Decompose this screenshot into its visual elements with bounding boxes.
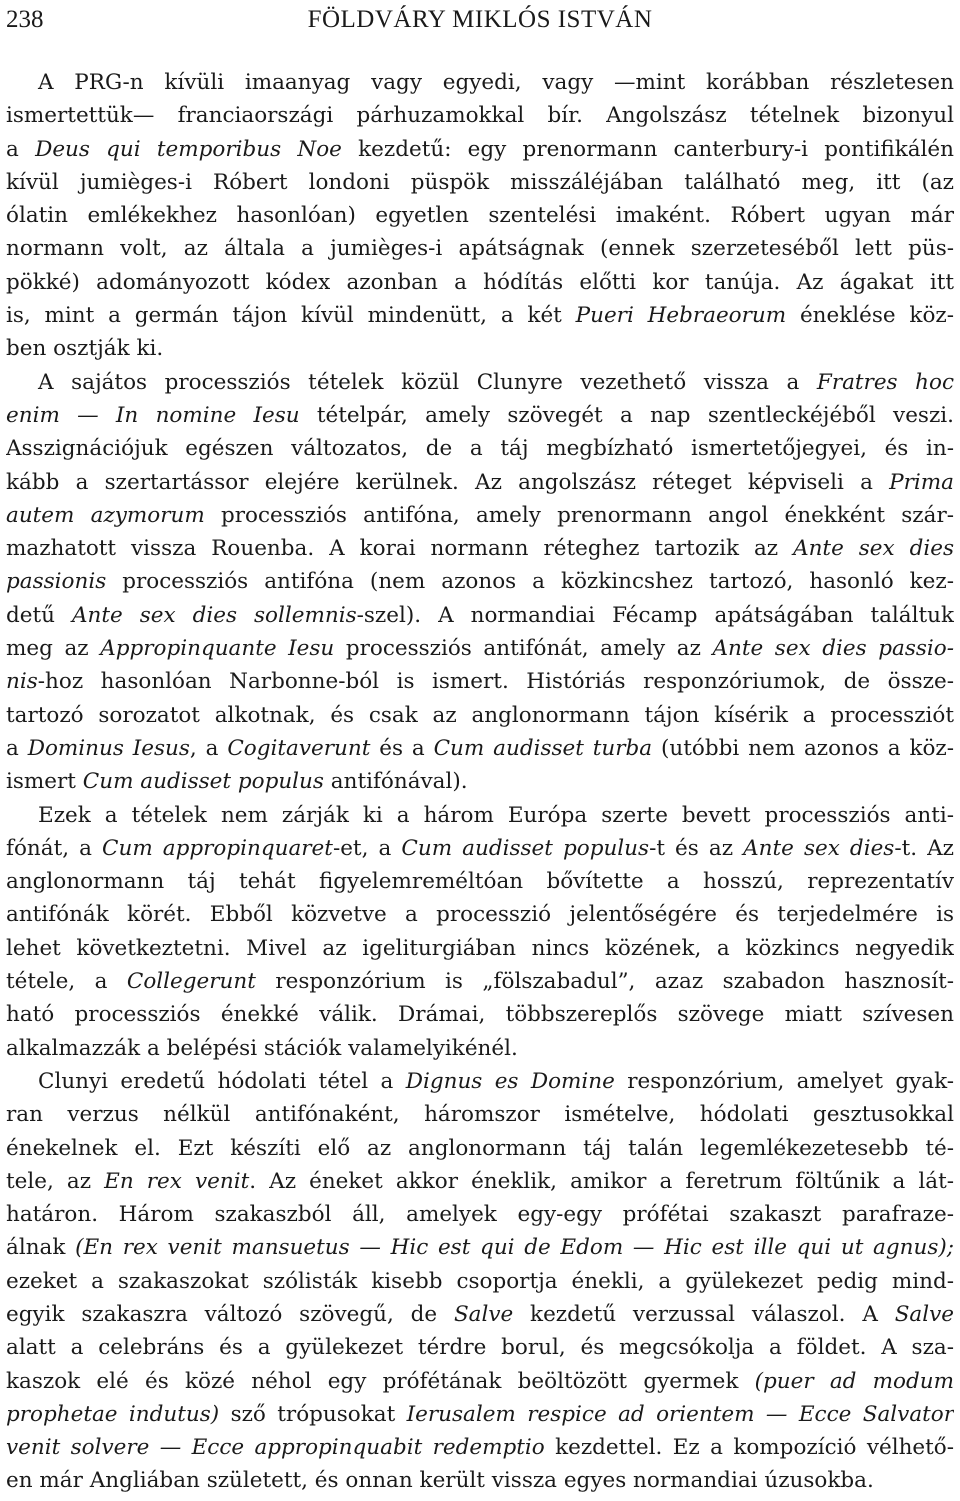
text-line [6, 133, 954, 166]
text-run: álnak [6, 1235, 76, 1261]
text-run: . Az éneket akkor éneklik, amikor a feretrum föltűnik a lát- [249, 1168, 954, 1194]
text-run: énekelnek el. Ezt készíti elő az anglonormann táj talán legemlékezetesebb té- [6, 1135, 954, 1161]
text-line [6, 1198, 954, 1231]
text-run: anglonormann táj tehát figyelemreméltóan bővítette a hosszú, reprezentatív [6, 869, 954, 895]
text-line [6, 765, 954, 798]
text-run: kaszok elé és közé néhol egy prófétának beöltözött gyermek [6, 1368, 755, 1394]
text-run: -t és az [649, 835, 744, 861]
text-run: a [6, 136, 36, 162]
italic-text: Fratres hoc [816, 369, 954, 395]
italic-text: Cum audisset populus [401, 835, 650, 861]
text-run: Asszignációjuk egészen változatos, de a táj megbízható ismertetőjegyei, és in- [6, 436, 954, 462]
text-run: Clunyi eredetű hódolati tétel a [38, 1068, 406, 1094]
text-run: pökké) adományozott kódex azonban a hódítás előtti kor tanúja. Az ágakat itt [6, 269, 954, 295]
text-run: a [6, 735, 28, 761]
text-line [6, 932, 954, 965]
text-line [6, 499, 954, 532]
text-run: kezdetű verzussal válaszol. A [513, 1301, 895, 1327]
text-line [6, 1065, 954, 1098]
text-line [6, 1032, 954, 1065]
text-run: határon. Három szakaszból áll, amelyek egy-egy prófétai szakaszt parafraze- [6, 1202, 954, 1228]
italic-text: (puer ad modum [754, 1368, 954, 1394]
text-run: , a [189, 735, 228, 761]
text-line [6, 299, 954, 332]
text-run: (utóbbi nem azonos a köz- [652, 735, 954, 761]
text-run: kívül jumièges-i Róbert londoni püspök misszáléjában található meg, itt (az [6, 169, 954, 195]
text-run: tartozó sorozatot alkotnak, és csak az anglonormann tájon kísérik a processziót [6, 702, 954, 728]
text-line [6, 1265, 954, 1298]
text-line [6, 432, 954, 465]
italic-text: nis [6, 669, 38, 695]
text-line [6, 232, 954, 265]
text-run: -hoz hasonlóan Narbonne-ból is ismert. Históriás responzóriumok, de össze- [37, 669, 954, 695]
italic-text: Collegerunt [126, 969, 256, 995]
text-run: -et, a [332, 835, 402, 861]
text-line [6, 66, 954, 99]
text-line [6, 99, 954, 132]
body-text [6, 66, 954, 1498]
text-line [6, 1431, 954, 1464]
text-run: processziós antifónát, amely az [334, 636, 713, 662]
running-title: FÖLDVÁRY MIKLÓS ISTVÁN [307, 6, 653, 33]
text-run: A PRG-n kívüli imaanyag vagy egyedi, vagy —mint korábban részletesen [38, 70, 954, 95]
text-run: responzórium is „fölszabadul”, azaz szabadon hasznosít- [255, 969, 954, 995]
text-line [6, 865, 954, 898]
text-line [6, 732, 954, 765]
italic-text: Ante sex dies [743, 835, 895, 861]
text-line [6, 699, 954, 732]
text-run: ólatin emlékekhez hasonlóan) egyetlen szentelési imaként. Róbert ugyan már [6, 203, 954, 229]
text-line [6, 1098, 954, 1131]
text-line [6, 399, 954, 432]
running-head [6, 2, 954, 38]
text-line [6, 898, 954, 931]
italic-text: Ierusalem respice ad orientem — Ecce Salvator [406, 1401, 954, 1427]
italic-text: prophetae indutus) [6, 1401, 220, 1427]
text-line [6, 998, 954, 1031]
text-line [6, 1165, 954, 1198]
text-run: sző trópusokat [219, 1401, 407, 1427]
text-run: tele, az [6, 1168, 105, 1194]
text-run: is, mint a germán tájon kívül mindenütt, a két [6, 303, 576, 329]
text-line [6, 599, 954, 632]
italic-text: autem azymorum [6, 502, 205, 528]
page-number: 238 [6, 6, 44, 33]
text-line [6, 1132, 954, 1165]
text-run: ismert [6, 769, 83, 795]
text-line [6, 266, 954, 299]
text-run: normann volt, az általa a jumièges-i apátságnak (ennek szerzeteséből lett püs- [6, 236, 954, 262]
text-run: ran verzus nélkül antifónaként, háromszor ismételve, hódolati gesztusokkal [6, 1102, 954, 1128]
italic-text: Appropinquante Iesu [100, 636, 335, 662]
italic-text: Cum appropinquaret [102, 835, 333, 861]
text-run: detű [6, 602, 72, 628]
text-line [6, 466, 954, 499]
text-run: antifónával). [323, 769, 468, 795]
text-line [6, 366, 954, 399]
text-run: meg az [6, 636, 101, 662]
text-line [6, 1231, 954, 1264]
italic-text: Salve [453, 1301, 514, 1327]
text-run: ezeket a szakaszokat szólisták kisebb csoportja énekli, a gyülekezet pedig mind- [6, 1268, 954, 1294]
text-run: processziós antifóna (nem azonos a közkincshez tartozó, hasonló kez- [106, 569, 954, 595]
italic-text: venit solvere — Ecce appropinquabit redemptio [6, 1435, 545, 1461]
text-run: kezdettel. Ez a kompozíció vélhető- [544, 1435, 954, 1461]
text-run: A sajátos processziós tételek közül Clunyre vezethető vissza a [38, 369, 817, 395]
text-line [6, 565, 954, 598]
italic-text: Pueri Hebraeorum [575, 303, 787, 329]
text-run: egyik szakaszra változó szövegű, de [6, 1301, 454, 1327]
text-line [6, 199, 954, 232]
italic-text: (En rex venit mansuetus — Hic est qui de Edom — Hic est ille qui ut agnus); [75, 1235, 954, 1261]
text-line [6, 799, 954, 832]
text-run: tétele, a [6, 969, 127, 995]
text-run: -t. Az [894, 835, 954, 861]
text-run: lehet következtetni. Mivel az igeliturgiában nincs közének, a közkincs negyedik [6, 935, 954, 961]
text-line [6, 1331, 954, 1364]
text-run: -szel). A normandiai Fécamp apátságában találtuk [356, 602, 954, 628]
text-line [6, 1298, 954, 1331]
text-run: kezdetű: egy prenormann canterbury-i pontifikálén [341, 136, 954, 162]
italic-text: Deus qui temporibus Noe [35, 136, 342, 162]
italic-text: Cogitaverunt [227, 735, 371, 761]
text-line [6, 965, 954, 998]
text-run: kább a szertartássor elejére kerülnek. Az angolszász réteget képviseli a [6, 469, 890, 495]
text-run: fónát, a [6, 835, 103, 861]
italic-text: Salve [894, 1301, 954, 1327]
italic-text: enim — In nomine Iesu [6, 402, 300, 428]
text-line [6, 1464, 954, 1497]
text-run: alatt a celebráns és a gyülekezet térdre borul, és megcsókolja a földet. A sza- [6, 1335, 954, 1361]
text-run: és a [370, 735, 434, 761]
text-run: éneklése köz- [786, 303, 954, 329]
italic-text: Ante sex dies sollemnis [71, 602, 357, 628]
text-line [6, 166, 954, 199]
italic-text: Dominus Iesus [27, 735, 190, 761]
text-run: mazhatott vissza Rouenba. A korai normann réteghez tartozik az [6, 536, 794, 562]
text-run: ben osztják ki. [6, 336, 164, 362]
italic-text: Ante sex dies [793, 536, 954, 562]
text-run: responzórium, amelyet gyak- [614, 1068, 954, 1094]
text-line [6, 1398, 954, 1431]
italic-text: Prima [889, 469, 954, 495]
text-run: ismertettük— franciaországi párhuzamokkal bír. Angolszász tételnek bizonyul [6, 103, 954, 129]
text-line [6, 632, 954, 665]
text-run: en már Angliában született, és onnan került vissza egyes normandiai úzusokba. [6, 1468, 874, 1494]
text-run: Ezek a tételek nem zárják ki a három Európa szerte bevett processziós anti- [38, 802, 954, 828]
text-line [6, 665, 954, 698]
italic-text: passionis [6, 569, 107, 595]
italic-text: Dignus es Domine [405, 1068, 615, 1094]
italic-text: Cum audisset turba [433, 735, 653, 761]
italic-text: Cum audisset populus [82, 769, 324, 795]
italic-text: Ante sex dies passio- [712, 636, 954, 662]
text-run: processziós antifóna, amely prenormann angol énekként szár- [204, 502, 954, 528]
text-line [6, 832, 954, 865]
text-run: alkalmazzák a belépési stációk valamelyikénél. [6, 1035, 518, 1061]
text-line [6, 1365, 954, 1398]
text-line [6, 332, 954, 365]
text-run: antifónák körét. Ebből közvetve a processzió jelentőségére és terjedelmére is [6, 902, 954, 928]
text-line [6, 532, 954, 565]
text-run: ható processziós énekké válik. Drámai, többszereplős szövege miatt szívesen [6, 1002, 954, 1028]
italic-text: En rex venit [104, 1168, 250, 1194]
text-run: tételpár, amely szövegét a nap szentleckéjéből veszi. [299, 402, 954, 428]
